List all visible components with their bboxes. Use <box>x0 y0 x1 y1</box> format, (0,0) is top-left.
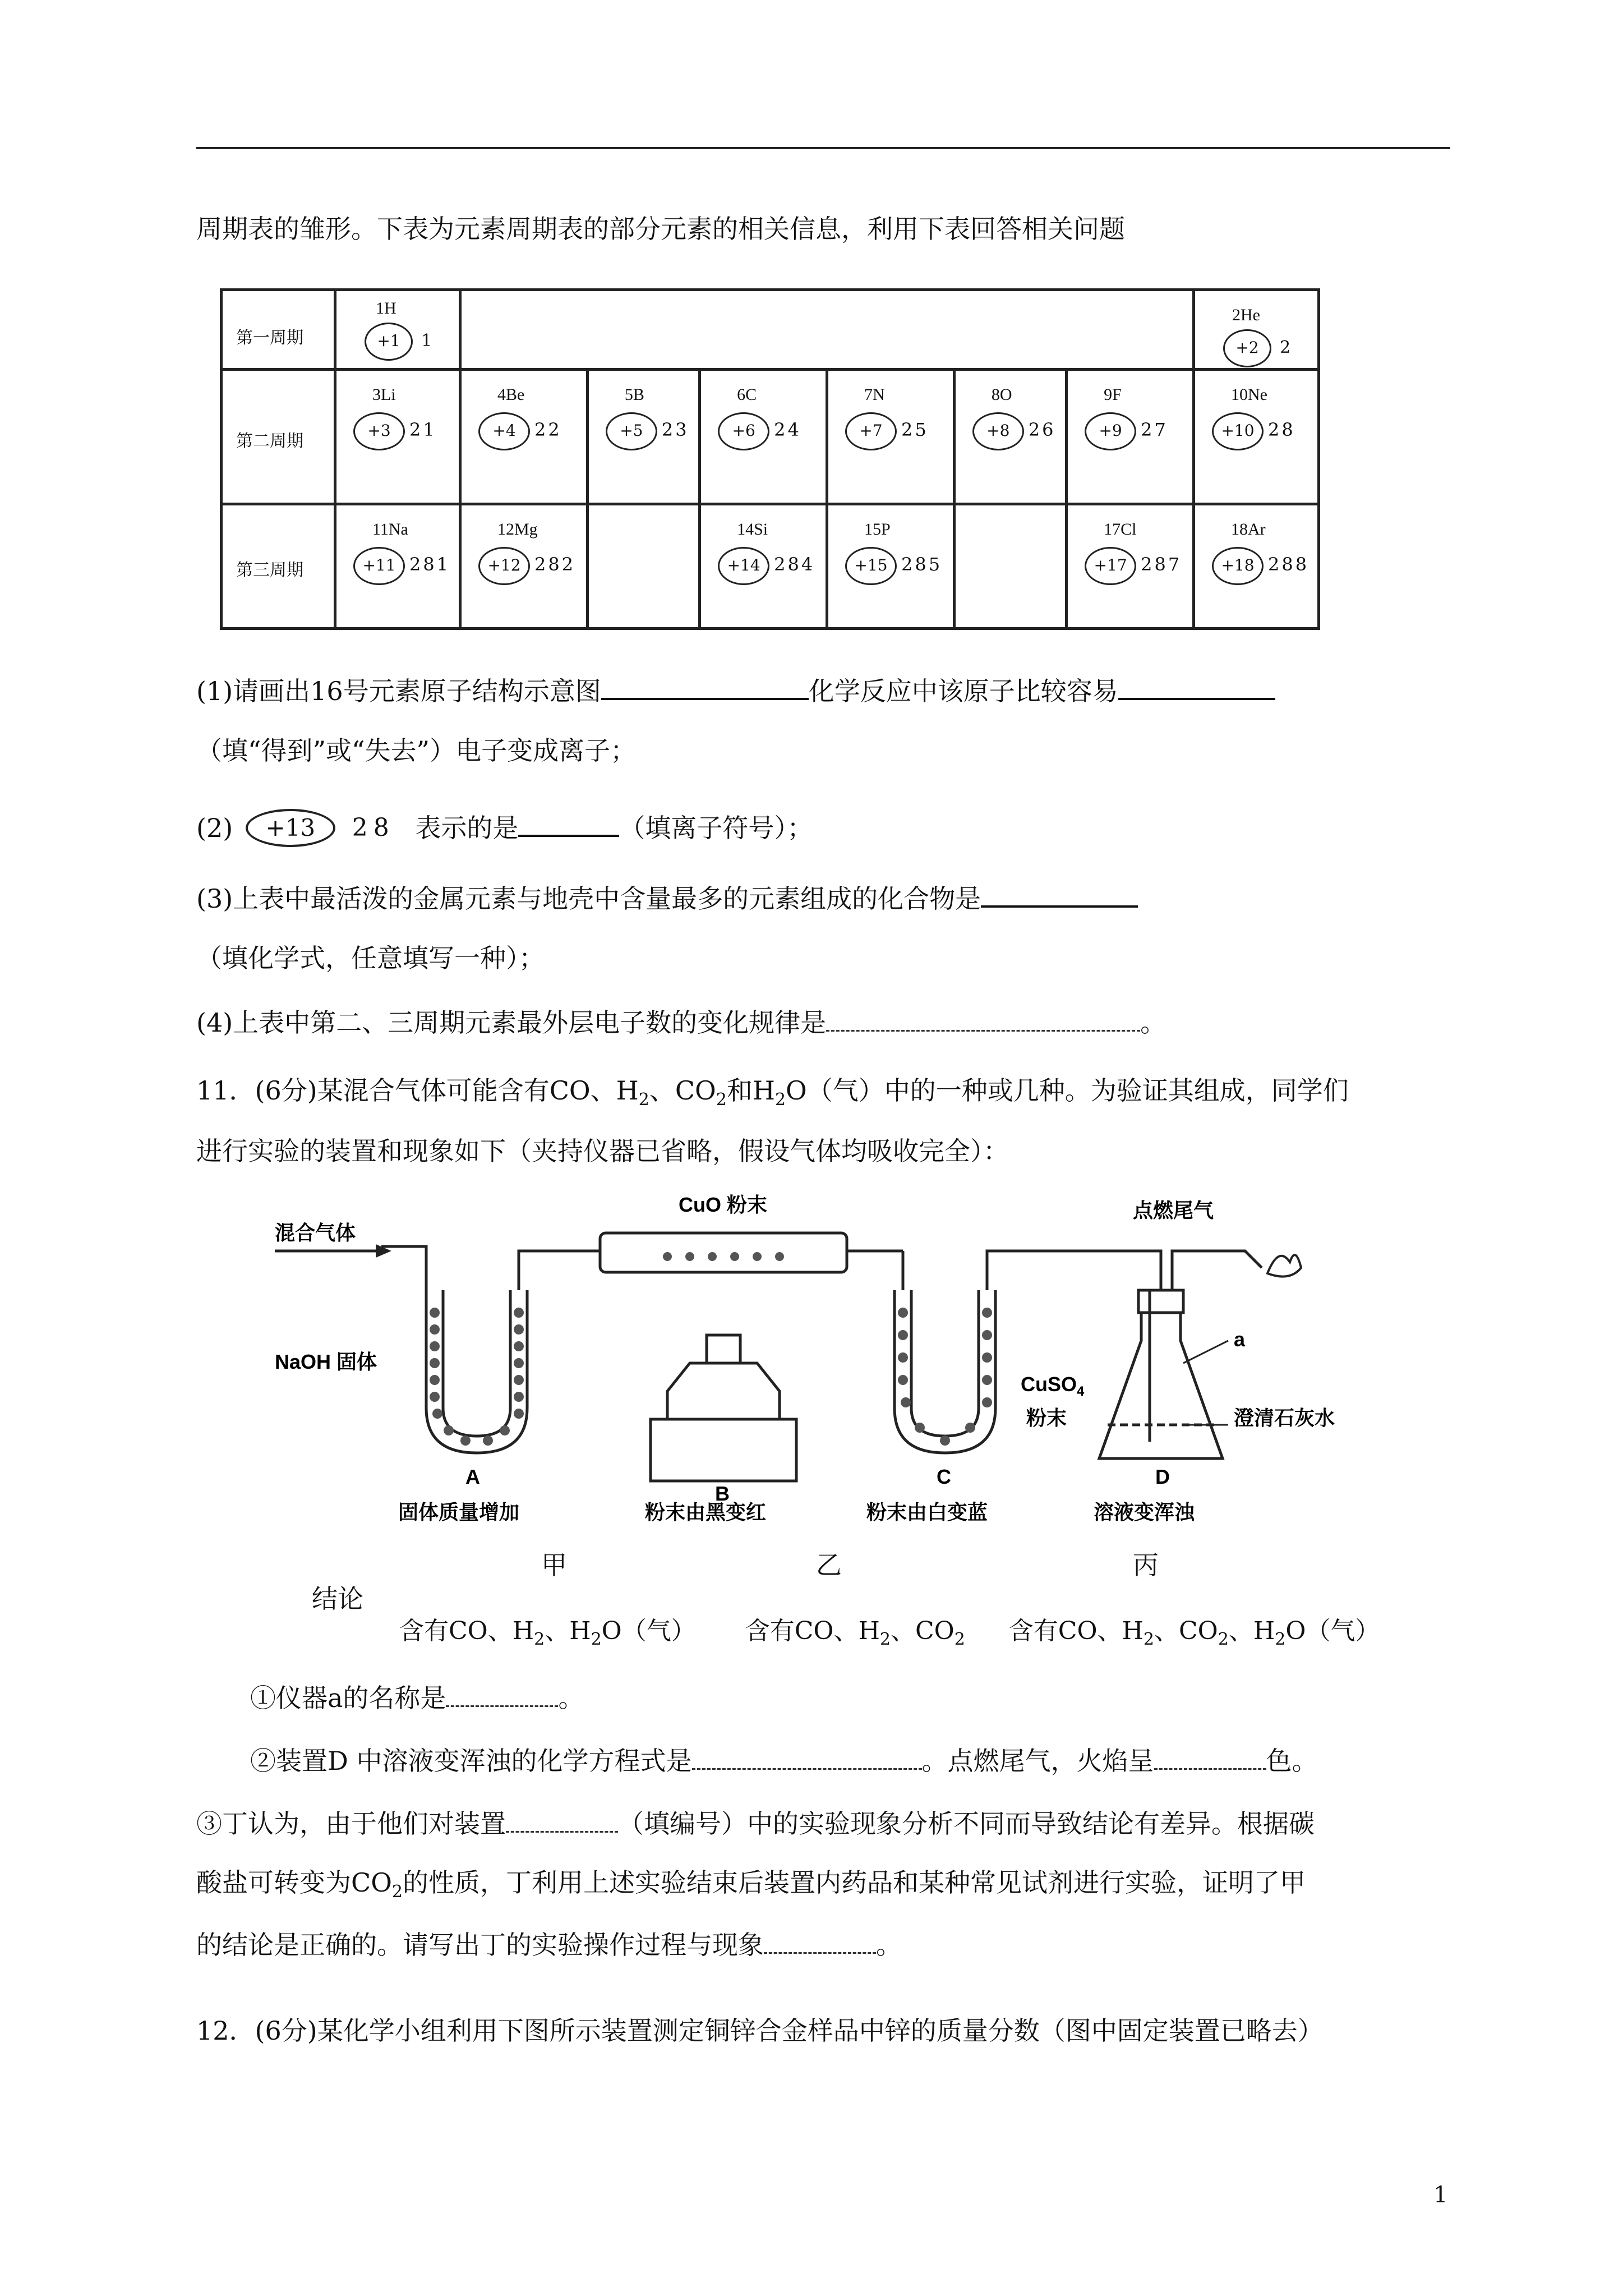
label-limewater: 澄清石灰水 <box>1234 1406 1335 1429</box>
row-label-1: 第一周期 <box>222 290 335 370</box>
label-c-letter: C <box>937 1465 951 1488</box>
caption-c: 粉末由白变蓝 <box>866 1501 988 1524</box>
conclusion-name-jia: 甲 <box>541 1550 567 1580</box>
answer-blank-4[interactable] <box>826 1003 1140 1032</box>
header-rule <box>196 147 1450 149</box>
label-b-letter: B <box>715 1482 730 1505</box>
question-3: (3)上表中最活泼的金属元素与地壳中含量最多的元素组成的化合物是 <box>196 878 1138 917</box>
electron-shells: 22 <box>534 419 562 440</box>
element-symbol: 7N <box>864 385 885 404</box>
subq-3-end: 的结论是正确的。请写出丁的实验操作过程与现象 。 <box>196 1925 902 1963</box>
nucleus-circle: +9 <box>1085 412 1136 450</box>
electron-shells: 25 <box>901 419 929 440</box>
subq-3-cont: 酸盐可转变为$CO_2$的性质，丁利用上述实验结束后装置内药品和某种常见试剂进行实验，证明了甲 <box>196 1867 1306 1902</box>
element-symbol: 6C <box>737 385 757 404</box>
element-symbol: 9F <box>1104 385 1122 404</box>
question-1: (1)请画出16号元素原子结构示意图 化学反应中该原子比较容易 <box>196 671 1275 709</box>
element-symbol: 11Na <box>372 520 408 539</box>
element-cell <box>460 504 588 629</box>
element-symbol: 12Mg <box>497 520 538 539</box>
electron-shells: 24 <box>774 419 801 440</box>
nucleus-circle: +11 <box>353 547 405 585</box>
element-cell <box>1067 370 1194 504</box>
element-symbol: 8O <box>991 385 1012 404</box>
nucleus-circle: +12 <box>478 547 530 585</box>
element-cell <box>1067 504 1194 629</box>
cell-h <box>335 290 460 370</box>
element-symbol: 15P <box>864 520 891 539</box>
label-cuso4: CuSO$_4$ <box>1021 1373 1085 1399</box>
question-3-cont: （填化学式，任意填写一种）； <box>196 943 545 973</box>
question-4: (4)上表中第二、三周期元素最外层电子数的变化规律是 。 <box>196 1003 1166 1041</box>
electron-shells: 288 <box>1268 554 1310 575</box>
element-symbol: 3Li <box>372 385 396 404</box>
electron-shells: 287 <box>1141 554 1182 575</box>
nucleus-circle: +5 <box>606 412 657 450</box>
answer-blank-s1[interactable] <box>446 1678 558 1707</box>
element-symbol: 10Ne <box>1231 385 1267 404</box>
answer-blank-s3a[interactable] <box>506 1804 618 1833</box>
electron-shells: 21 <box>409 419 437 440</box>
alcohol-burner <box>651 1335 796 1481</box>
electron-shells: 26 <box>1028 419 1056 440</box>
label-a: a <box>1234 1328 1246 1351</box>
conclusion-bing: 含有CO、$H_2$、$CO_2$、$H_2O$（气） <box>1008 1617 1380 1649</box>
question-11-cont: 进行实验的装置和现象如下（夹持仪器已省略，假设气体均吸收完全）： <box>196 1136 1009 1166</box>
empty-gap <box>460 290 1194 370</box>
apparatus-diagram <box>241 1178 1424 1526</box>
answer-blank-1a[interactable] <box>601 671 809 700</box>
u-tube-a <box>381 1246 600 1453</box>
nucleus-circle: +8 <box>972 412 1024 450</box>
row-label-3: 第三周期 <box>222 504 335 629</box>
question-1-cont: （填“得到”或“失去”）电子变成离子； <box>196 735 637 766</box>
answer-blank-s3b[interactable] <box>764 1925 876 1954</box>
element-cell <box>587 370 699 504</box>
ion-diagram <box>246 812 403 848</box>
conclusion-jia: 含有CO、$H_2$、$H_2O$（气） <box>399 1617 696 1649</box>
label-cuo: CuO 粉末 <box>679 1193 767 1216</box>
conclusion-name-bing: 丙 <box>1133 1550 1159 1580</box>
electron-shells: 28 <box>352 813 395 842</box>
electron-shells: 23 <box>661 419 689 440</box>
element-symbol: 4Be <box>497 385 525 404</box>
conclusion-label: 结论 <box>312 1584 363 1614</box>
element-cell <box>954 504 1066 629</box>
answer-blank-s2a[interactable] <box>692 1741 922 1770</box>
caption-d: 溶液变浑浊 <box>1094 1501 1195 1524</box>
flame-icon <box>1267 1255 1301 1276</box>
element-cell <box>587 504 699 629</box>
element-symbol: 17Cl <box>1104 520 1137 539</box>
nucleus-circle: +17 <box>1085 547 1136 585</box>
caption-b: 粉末由黑变红 <box>645 1501 767 1524</box>
label-naoh: NaOH 固体 <box>275 1350 377 1373</box>
nucleus-circle: +13 <box>246 809 335 847</box>
element-cell <box>335 370 460 504</box>
question-11: 11．(6分)某混合气体可能含有CO、$H_2$、$CO_2$和$H_2O$（气）中的一种或几种。为验证其组成，同学们 <box>196 1075 1349 1110</box>
intro-text: 周期表的雏形。下表为元素周期表的部分元素的相关信息，利用下表回答相关问题 <box>196 214 1125 244</box>
combustion-tube-b <box>600 1233 903 1272</box>
element-symbol: 1H <box>376 299 396 318</box>
answer-blank-2[interactable] <box>518 808 619 837</box>
label-d-letter: D <box>1155 1465 1170 1488</box>
label-powder: 粉末 <box>1026 1406 1067 1429</box>
electron-shells: 27 <box>1141 419 1168 440</box>
caption-a: 固体质量增加 <box>398 1501 520 1524</box>
question-12: 12．(6分)某化学小组利用下图所示装置测定铜锌合金样品中锌的质量分数（图中固定装置已略去） <box>196 2016 1324 2046</box>
electron-shells: 1 <box>421 331 432 351</box>
element-symbol: 2He <box>1232 306 1260 324</box>
element-cell <box>827 370 954 504</box>
nucleus-circle: +4 <box>478 412 530 450</box>
element-cell <box>1194 370 1319 504</box>
page-number: 1 <box>1433 2182 1448 2208</box>
label-gas-in: 混合气体 <box>275 1221 356 1244</box>
element-cell <box>700 504 827 629</box>
label-tail-gas: 点燃尾气 <box>1133 1199 1214 1222</box>
cell-he <box>1194 290 1319 370</box>
element-symbol: 18Ar <box>1231 520 1266 539</box>
label-a-letter: A <box>465 1465 480 1488</box>
element-cell <box>700 370 827 504</box>
conclusion-row <box>399 1613 1380 1658</box>
nucleus-circle: +3 <box>353 412 405 450</box>
electron-shells: 2 <box>1280 338 1291 357</box>
element-cell <box>460 370 588 504</box>
element-symbol: 14Si <box>737 520 768 539</box>
nucleus-circle: +7 <box>845 412 897 450</box>
electron-shells: 285 <box>901 554 943 575</box>
electron-shells: 282 <box>534 554 576 575</box>
answer-blank-3[interactable] <box>981 878 1138 908</box>
nucleus-circle: +6 <box>718 412 769 450</box>
answer-blank-s2b[interactable] <box>1154 1741 1266 1770</box>
element-cell <box>1194 504 1319 629</box>
element-symbol: 5B <box>624 385 644 404</box>
electron-shells: 281 <box>409 554 451 575</box>
conclusion-name-yi: 乙 <box>816 1550 842 1580</box>
nucleus-circle: +10 <box>1212 412 1264 450</box>
element-cell <box>335 504 460 629</box>
question-2: (2) +13 28 表示的是 （填离子符号）； <box>196 808 813 848</box>
answer-blank-1b[interactable] <box>1118 671 1275 700</box>
nucleus-circle: +18 <box>1212 547 1264 585</box>
subq-3: ③丁认为，由于他们对装置 （填编号）中的实验现象分析不同而导致结论有差异。根据碳 <box>196 1804 1315 1842</box>
nucleus-circle: +14 <box>718 547 769 585</box>
nucleus-circle: +15 <box>845 547 897 585</box>
conclusion-yi: 含有CO、$H_2$、$CO_2$ <box>745 1617 965 1649</box>
element-cell <box>954 370 1066 504</box>
element-cell <box>827 504 954 629</box>
electron-shells: 284 <box>774 554 815 575</box>
subq-1: ①仪器a的名称是 。 <box>250 1678 584 1716</box>
row-label-2: 第二周期 <box>222 370 335 504</box>
subq-2: ②装置D 中溶液变浑浊的化学方程式是 。点燃尾气，火焰呈 色。 <box>250 1741 1318 1779</box>
nucleus-circle: +2 <box>1223 329 1271 367</box>
nucleus-circle: +1 <box>365 323 413 361</box>
periodic-table <box>220 288 1320 630</box>
electron-shells: 28 <box>1268 419 1295 440</box>
